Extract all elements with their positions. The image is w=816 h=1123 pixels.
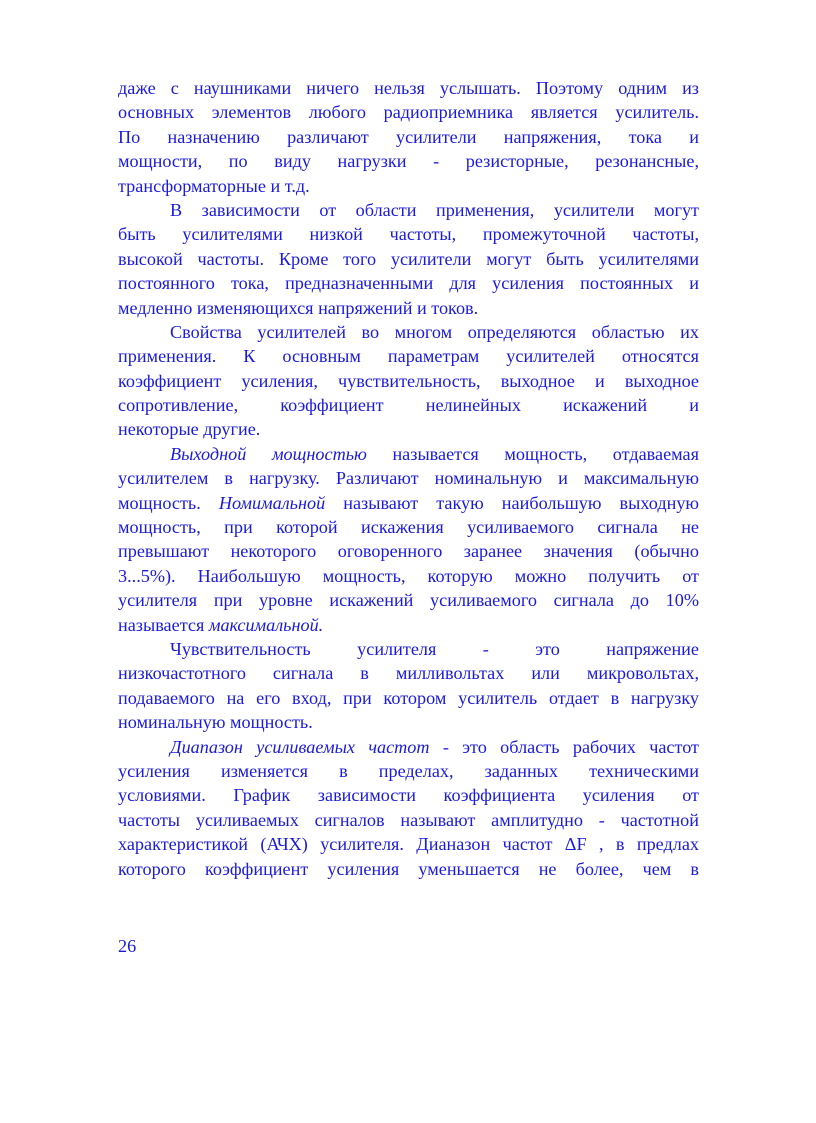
text-line: 3...5%). Наибольшую мощность, которую можно получить от <box>118 565 699 586</box>
text-line: мощности, по виду нагрузки - резисторные, резонансные, <box>118 151 699 172</box>
paragraph <box>118 637 699 735</box>
italic-term: максимальной. <box>208 614 324 635</box>
text-line: медленно изменяющихся напряжений и токов. <box>118 297 479 318</box>
text-line: усиления изменяется в пределах, заданных техническими <box>118 760 699 781</box>
text-line: частоты усиливаемых сигналов называют амплитудно - частотной <box>118 809 699 830</box>
text-line: усилителя при уровне искажений усиливаемого сигнала до 10% <box>118 590 699 611</box>
text-line <box>118 613 699 637</box>
italic-term: Выходной мощностью <box>170 443 367 464</box>
text-line: сопротивление, коэффициент нелинейных искажений и <box>118 395 699 416</box>
text-line: условиями. График зависимости коэффициента усиления от <box>118 785 699 806</box>
text-line: быть усилителями низкой частоты, промежуточной частоты, <box>118 224 699 245</box>
paragraph <box>118 320 699 442</box>
document-body <box>118 76 699 881</box>
text-run: мощность. <box>118 492 219 513</box>
text-line: коэффициент усиления, чувствительность, выходное и выходное <box>118 370 699 391</box>
paragraph <box>118 442 699 637</box>
text-run: - это область рабочих частот <box>429 736 700 757</box>
page-number: 26 <box>118 936 137 956</box>
text-line <box>118 491 699 515</box>
text-line: некоторые другие. <box>118 419 261 440</box>
text-line: Чувствительность усилителя - это напряжение <box>170 638 699 659</box>
italic-term: Номимальной <box>218 492 326 513</box>
text-line: высокой частоты. Кроме того усилители могут быть усилителями <box>118 248 699 269</box>
text-line: По назначению различают усилители напряжения, тока и <box>118 126 699 147</box>
paragraph <box>118 198 699 320</box>
text-line: постоянного тока, предназначенными для усиления постоянных и <box>118 273 699 294</box>
text-line: подаваемого на его вход, при котором усилитель отдает в нагрузку <box>118 687 699 708</box>
text-line: которого коэффициент усиления уменьшается не более, чем в <box>118 858 699 879</box>
text-line: Свойства усилителей во многом определяются областью их <box>170 321 699 342</box>
text-line: характеристикой (АЧХ) усилителя. Дианазон частот ΔF , в предлах <box>118 834 699 855</box>
text-line: В зависимости от области применения, усилители могут <box>170 199 699 220</box>
text-line: номинальную мощность. <box>118 712 313 733</box>
text-line: усилителем в нагрузку. Различают номинальную и максимальную <box>118 468 699 489</box>
text-run: называется <box>118 614 209 635</box>
text-line <box>118 735 699 759</box>
text-line: низкочастотного сигнала в милливольтах или микровольтах, <box>118 663 699 684</box>
text-line: даже с наушниками ничего нельзя услышать. Поэтому одним из <box>118 78 699 98</box>
text-line: трансформаторные и т.д. <box>118 175 310 196</box>
paragraph <box>118 76 699 198</box>
paragraph <box>118 735 699 881</box>
text-line: превышают некоторого оговоренного заранее значения (обычно <box>118 541 699 562</box>
text-line: применения. К основным параметрам усилителей относятся <box>118 346 699 367</box>
text-line <box>118 442 699 466</box>
italic-term: Диапазон усиливаемых частот <box>170 736 430 757</box>
text-line: основных элементов любого радиоприемника является усилитель. <box>118 102 699 123</box>
text-run: называют такую наибольшую выходную <box>325 492 699 513</box>
text-line: мощность, при которой искажения усиливаемого сигнала не <box>118 517 699 538</box>
text-run: называется мощность, отдаваемая <box>366 443 699 464</box>
